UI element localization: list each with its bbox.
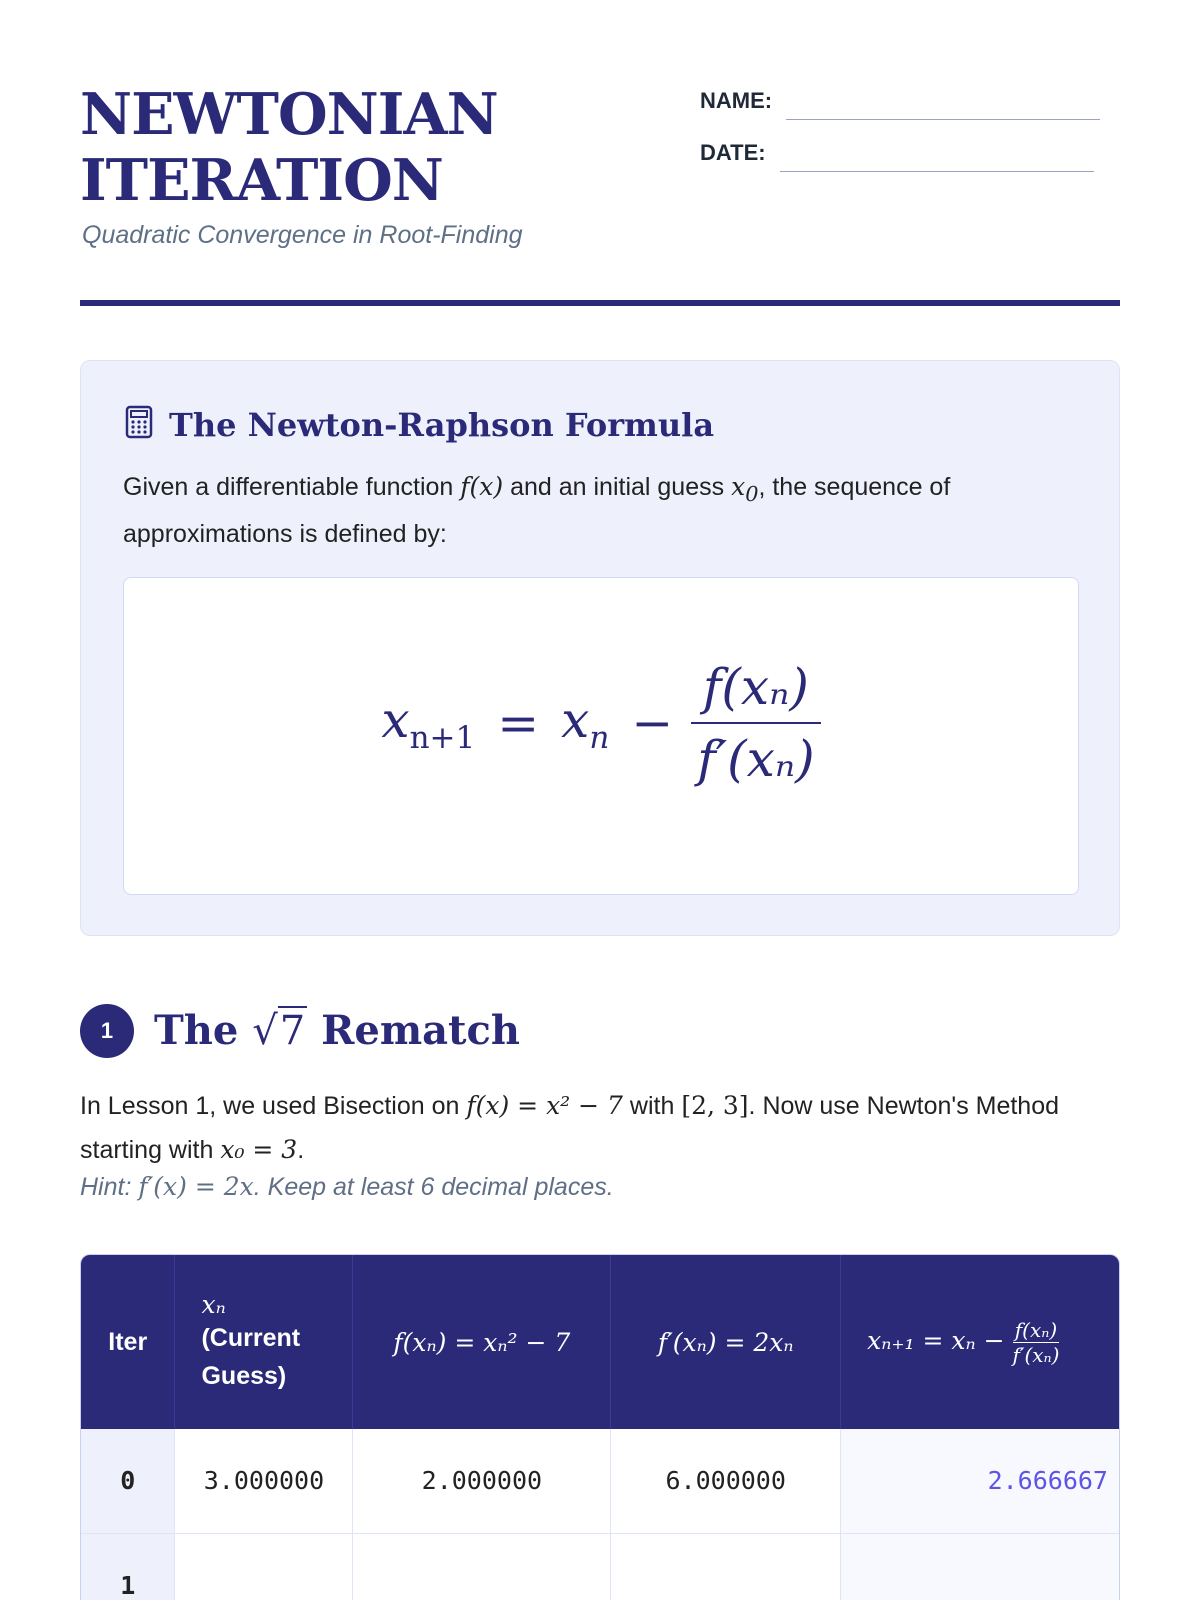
header-next: xₙ₊₁ = xₙ − $\frac{\text{f(xₙ)}}{\text{f′(xₙ)}}$: [841, 1255, 1120, 1429]
x0-expr: x₀ = 3: [220, 1135, 298, 1164]
calculator-icon: [125, 405, 153, 444]
formula-fraction: [691, 658, 820, 788]
panel-header: [125, 405, 714, 444]
cell-fxn: 2.000000: [353, 1429, 611, 1533]
section-title-post: Rematch: [321, 1007, 520, 1054]
panel-description: [123, 467, 1083, 554]
hint-text: Hint: f′(x) = 2x. Keep at least 6 decimal places.: [80, 1172, 614, 1201]
date-field: [700, 140, 1094, 166]
cell-fxn-input[interactable]: [353, 1533, 611, 1600]
name-field: [700, 88, 1100, 114]
section-instructions: In Lesson 1, we used Bisection on f(x) = x² − 7 with [2, 3]. Now use Newton's Method starting with x₀ = 3.: [80, 1091, 1060, 1164]
desc-text-1: Given a differentiable function: [123, 473, 454, 501]
newton-formula: [124, 658, 1078, 788]
formula-panel: [80, 360, 1120, 936]
formula-rhs-x: $x_n$: [561, 690, 610, 756]
section-title: [154, 1004, 520, 1058]
formula-numerator: f(xₙ): [702, 658, 809, 716]
page-title: [80, 82, 498, 214]
formula-lhs: $x_{n+1}$: [381, 690, 476, 756]
iteration-table: [80, 1254, 1120, 1600]
table-header-row: [81, 1255, 1120, 1429]
desc-text-3: , the sequence of approximations is defined by:: [123, 473, 951, 548]
page-subtitle: Quadratic Convergence in Root-Finding: [82, 221, 523, 249]
function-expr: f(x) = x² − 7: [466, 1091, 623, 1120]
cell-fpxn: 6.000000: [611, 1429, 841, 1533]
name-label: NAME:: [700, 88, 773, 113]
table-row: [81, 1429, 1120, 1533]
panel-title: The Newton-Raphson Formula: [169, 405, 715, 444]
section-title-pre: The: [154, 1007, 239, 1054]
section-number-badge: 1: [80, 1004, 134, 1058]
date-label: DATE:: [700, 140, 766, 165]
header-divider: [80, 300, 1120, 306]
header-fpxn: f′(xₙ) = 2xₙ: [611, 1255, 841, 1429]
title-line-1: NEWTONIAN: [80, 81, 498, 148]
cell-iter: 0: [81, 1429, 175, 1533]
formula-box: [123, 577, 1079, 895]
header-xn: xₙ (Current Guess): [175, 1255, 353, 1429]
cell-next-input[interactable]: [841, 1533, 1120, 1600]
table-row: [81, 1533, 1120, 1600]
desc-x0: $x_0$: [731, 472, 759, 506]
cell-xn: 3.000000: [175, 1429, 353, 1533]
title-line-2: ITERATION: [80, 147, 443, 214]
interval-expr: [2, 3]: [681, 1091, 749, 1120]
header-iter: Iter: [81, 1255, 175, 1429]
formula-equals: =: [497, 694, 540, 752]
name-line[interactable]: [786, 119, 1100, 120]
date-line[interactable]: [780, 171, 1094, 172]
sqrt-symbol: √7: [252, 1008, 306, 1054]
desc-text-2: and an initial guess: [510, 473, 725, 501]
cell-next: 2.666667: [841, 1429, 1120, 1533]
cell-fpxn-input[interactable]: [611, 1533, 841, 1600]
desc-fx: f(x): [460, 472, 504, 501]
header-fxn: f(xₙ) = xₙ² − 7: [353, 1255, 611, 1429]
cell-iter: 1: [81, 1533, 175, 1600]
cell-xn-input[interactable]: [175, 1533, 353, 1600]
formula-denominator: f′(xₙ): [691, 722, 820, 788]
formula-minus: −: [631, 694, 674, 752]
